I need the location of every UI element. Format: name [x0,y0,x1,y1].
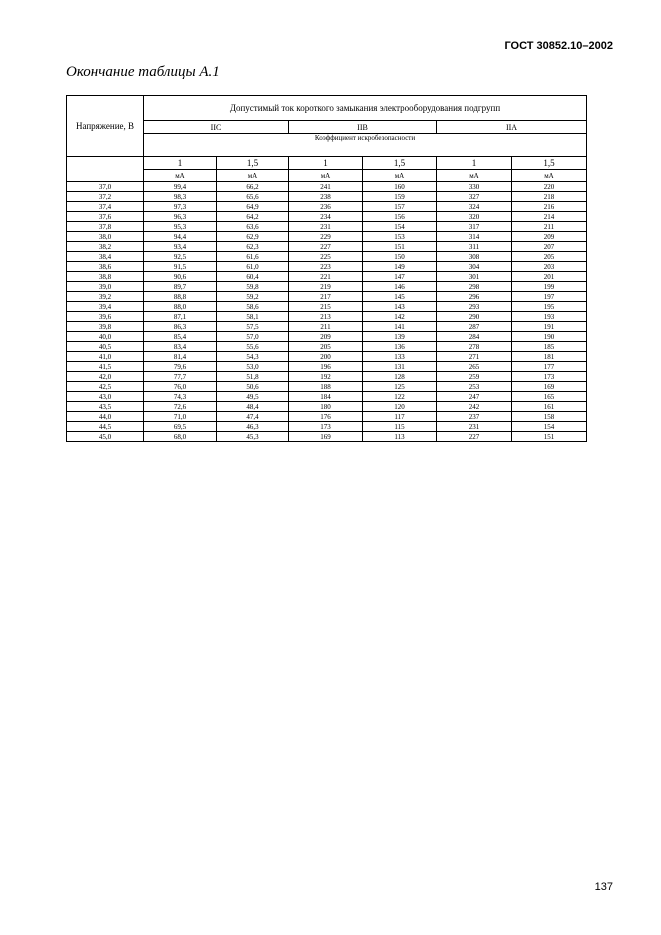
current-cell: 61,6 [217,252,289,262]
voltage-cell: 41,0 [67,352,144,362]
current-cell: 229 [289,232,363,242]
current-cell: 58,6 [217,302,289,312]
current-cell: 209 [512,232,587,242]
group-header-iib: IIB [289,121,437,134]
current-cell: 54,3 [217,352,289,362]
current-cell: 141 [363,322,437,332]
current-cell: 59,2 [217,292,289,302]
current-cell: 74,3 [144,392,217,402]
current-cell: 237 [437,412,512,422]
current-cell: 161 [512,402,587,412]
current-cell: 324 [437,202,512,212]
current-cell: 83,4 [144,342,217,352]
current-cell: 157 [363,202,437,212]
voltage-cell: 39,8 [67,322,144,332]
table-row [67,242,587,252]
table-row [67,372,587,382]
table-row [67,352,587,362]
voltage-cell: 38,4 [67,252,144,262]
current-cell: 86,3 [144,322,217,332]
current-cell: 284 [437,332,512,342]
current-cell: 169 [289,432,363,442]
current-cell: 176 [289,412,363,422]
current-cell: 153 [363,232,437,242]
table-caption: Окончание таблицы А.1 [66,64,220,80]
current-cell: 136 [363,342,437,352]
current-cell: 320 [437,212,512,222]
current-cell: 217 [289,292,363,302]
current-cell: 308 [437,252,512,262]
table-row [67,182,587,192]
current-cell: 218 [512,192,587,202]
current-cell: 216 [512,202,587,212]
voltage-cell: 42,5 [67,382,144,392]
voltage-cell: 37,6 [67,212,144,222]
current-cell: 173 [512,372,587,382]
current-cell: 61,0 [217,262,289,272]
table-row [67,302,587,312]
current-cell: 151 [512,432,587,442]
current-cell: 290 [437,312,512,322]
current-cell: 117 [363,412,437,422]
current-cell: 48,4 [217,402,289,412]
current-cell: 58,1 [217,312,289,322]
current-cell: 196 [289,362,363,372]
current-cell: 203 [512,262,587,272]
current-cell: 145 [363,292,437,302]
current-cell: 213 [289,312,363,322]
table-row [67,362,587,372]
current-cell: 51,8 [217,372,289,382]
current-cell: 197 [512,292,587,302]
voltage-cell: 38,2 [67,242,144,252]
current-cell: 131 [363,362,437,372]
voltage-cell: 44,0 [67,412,144,422]
current-cell: 220 [512,182,587,192]
current-cell: 125 [363,382,437,392]
current-cell: 150 [363,252,437,262]
current-cell: 199 [512,282,587,292]
current-cell: 92,5 [144,252,217,262]
current-cell: 259 [437,372,512,382]
current-cell: 97,3 [144,202,217,212]
unit-label: мА [289,170,363,182]
unit-label: мА [363,170,437,182]
unit-label: мА [217,170,289,182]
current-header: Допустимый ток короткого замыкания электрооборудования подгрупп [144,96,587,121]
current-cell: 158 [512,412,587,422]
current-cell: 241 [289,182,363,192]
current-cell: 154 [363,222,437,232]
current-cell: 301 [437,272,512,282]
current-cell: 219 [289,282,363,292]
current-cell: 173 [289,422,363,432]
table-row [67,342,587,352]
current-cell: 330 [437,182,512,192]
current-cell: 192 [289,372,363,382]
current-cell: 265 [437,362,512,372]
current-cell: 149 [363,262,437,272]
current-cell: 227 [437,432,512,442]
current-cell: 77,7 [144,372,217,382]
current-cell: 287 [437,322,512,332]
current-cell: 99,4 [144,182,217,192]
current-cell: 298 [437,282,512,292]
table-row [67,232,587,242]
current-cell: 147 [363,272,437,282]
table-row [67,292,587,302]
current-cell: 236 [289,202,363,212]
current-cell: 214 [512,212,587,222]
current-cell: 69,5 [144,422,217,432]
voltage-header: Напряжение, В [67,96,144,157]
table-row [67,272,587,282]
current-cell: 81,4 [144,352,217,362]
table-row [67,322,587,332]
unit-label: мА [437,170,512,182]
current-cell: 231 [289,222,363,232]
current-cell: 68,0 [144,432,217,442]
table-row [67,312,587,322]
table-row [67,382,587,392]
current-cell: 88,8 [144,292,217,302]
current-cell: 247 [437,392,512,402]
table-row [67,262,587,272]
page-number: 137 [594,881,613,893]
current-cell: 293 [437,302,512,312]
current-cell: 327 [437,192,512,202]
voltage-cell: 37,4 [67,202,144,212]
current-cell: 95,3 [144,222,217,232]
current-cell: 201 [512,272,587,282]
voltage-cell: 37,0 [67,182,144,192]
current-cell: 195 [512,302,587,312]
current-cell: 46,3 [217,422,289,432]
current-cell: 278 [437,342,512,352]
coefficient-value: 1,5 [512,157,587,170]
current-cell: 47,4 [217,412,289,422]
current-cell: 238 [289,192,363,202]
current-cell: 185 [512,342,587,352]
current-cell: 62,9 [217,232,289,242]
table-row [67,392,587,402]
table-row [67,282,587,292]
current-cell: 122 [363,392,437,402]
current-cell: 66,2 [217,182,289,192]
current-cell: 64,2 [217,212,289,222]
coefficient-value: 1,5 [217,157,289,170]
current-cell: 142 [363,312,437,322]
current-cell: 64,9 [217,202,289,212]
current-cell: 160 [363,182,437,192]
current-cell: 133 [363,352,437,362]
coefficient-header: Коэффициент искробезопасности [144,134,587,157]
voltage-cell: 39,4 [67,302,144,312]
current-cell: 53,0 [217,362,289,372]
coefficient-value: 1 [437,157,512,170]
voltage-header-spacer [67,157,144,182]
current-cell: 96,3 [144,212,217,222]
table-row [67,402,587,412]
current-cell: 50,6 [217,382,289,392]
current-cell: 311 [437,242,512,252]
current-cell: 211 [289,322,363,332]
current-cell: 184 [289,392,363,402]
current-cell: 190 [512,332,587,342]
voltage-cell: 37,8 [67,222,144,232]
current-cell: 200 [289,352,363,362]
current-cell: 55,6 [217,342,289,352]
current-cell: 62,3 [217,242,289,252]
voltage-cell: 39,2 [67,292,144,302]
current-cell: 91,5 [144,262,217,272]
current-cell: 57,5 [217,322,289,332]
current-cell: 60,4 [217,272,289,282]
current-cell: 165 [512,392,587,402]
current-cell: 304 [437,262,512,272]
voltage-cell: 38,6 [67,262,144,272]
voltage-cell: 43,0 [67,392,144,402]
voltage-cell: 41,5 [67,362,144,372]
voltage-cell: 38,8 [67,272,144,282]
current-cell: 49,5 [217,392,289,402]
voltage-cell: 40,0 [67,332,144,342]
current-cell: 45,3 [217,432,289,442]
current-cell: 120 [363,402,437,412]
table-row [67,202,587,212]
current-cell: 65,6 [217,192,289,202]
current-cell: 231 [437,422,512,432]
table-row [67,252,587,262]
voltage-cell: 37,2 [67,192,144,202]
table-row [67,422,587,432]
current-cell: 85,4 [144,332,217,342]
current-cell: 205 [289,342,363,352]
unit-label: мА [144,170,217,182]
current-cell: 225 [289,252,363,262]
current-cell: 296 [437,292,512,302]
voltage-cell: 39,6 [67,312,144,322]
current-cell: 242 [437,402,512,412]
short-circuit-current-table [66,95,587,442]
voltage-cell: 45,0 [67,432,144,442]
voltage-cell: 43,5 [67,402,144,412]
current-cell: 314 [437,232,512,242]
current-cell: 191 [512,322,587,332]
group-header-iic: IIC [144,121,289,134]
current-cell: 128 [363,372,437,382]
table-row [67,222,587,232]
current-cell: 146 [363,282,437,292]
coefficient-value: 1 [144,157,217,170]
current-cell: 181 [512,352,587,362]
table-row [67,192,587,202]
current-cell: 205 [512,252,587,262]
table-row [67,212,587,222]
current-cell: 188 [289,382,363,392]
current-cell: 57,0 [217,332,289,342]
current-cell: 271 [437,352,512,362]
group-header-iia: IIA [437,121,587,134]
current-cell: 215 [289,302,363,312]
voltage-cell: 38,0 [67,232,144,242]
current-cell: 139 [363,332,437,342]
current-cell: 93,4 [144,242,217,252]
current-cell: 98,3 [144,192,217,202]
voltage-cell: 42,0 [67,372,144,382]
current-cell: 151 [363,242,437,252]
current-cell: 159 [363,192,437,202]
current-cell: 207 [512,242,587,252]
current-cell: 177 [512,362,587,372]
current-cell: 87,1 [144,312,217,322]
coefficient-value: 1 [289,157,363,170]
current-cell: 63,6 [217,222,289,232]
current-cell: 143 [363,302,437,312]
current-cell: 156 [363,212,437,222]
current-cell: 89,7 [144,282,217,292]
current-cell: 79,6 [144,362,217,372]
table-row [67,332,587,342]
voltage-cell: 39,0 [67,282,144,292]
current-cell: 317 [437,222,512,232]
current-cell: 72,6 [144,402,217,412]
table-row [67,432,587,442]
current-cell: 88,0 [144,302,217,312]
voltage-cell: 44,5 [67,422,144,432]
current-cell: 154 [512,422,587,432]
current-cell: 221 [289,272,363,282]
current-cell: 59,8 [217,282,289,292]
voltage-cell: 40,5 [67,342,144,352]
coefficient-value: 1,5 [363,157,437,170]
current-cell: 90,6 [144,272,217,282]
current-cell: 71,0 [144,412,217,422]
current-cell: 234 [289,212,363,222]
current-cell: 253 [437,382,512,392]
current-cell: 113 [363,432,437,442]
unit-label: мА [512,170,587,182]
current-cell: 180 [289,402,363,412]
document-code: ГОСТ 30852.10–2002 [504,40,613,52]
current-cell: 209 [289,332,363,342]
current-cell: 223 [289,262,363,272]
table-row [67,412,587,422]
current-cell: 211 [512,222,587,232]
current-cell: 193 [512,312,587,322]
current-cell: 169 [512,382,587,392]
current-cell: 227 [289,242,363,252]
current-cell: 94,4 [144,232,217,242]
current-cell: 76,0 [144,382,217,392]
current-cell: 115 [363,422,437,432]
